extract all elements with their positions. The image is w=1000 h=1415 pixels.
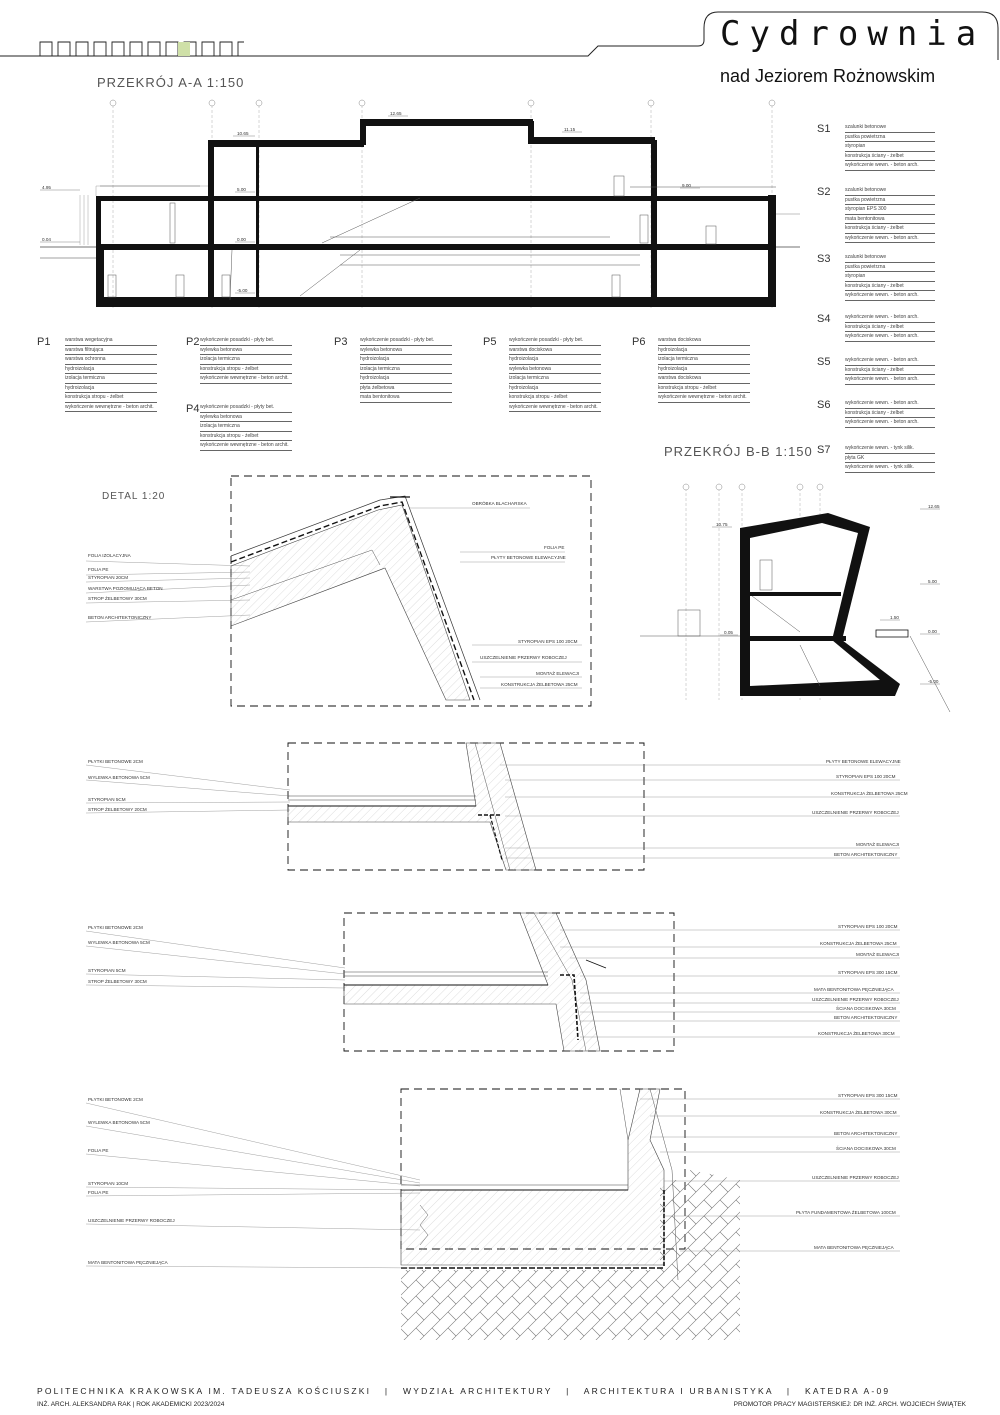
detail-label: PŁYTKI BETONOWE 2CM <box>88 759 143 764</box>
legend-layer: wykończenie wewnętrzne - beton archit. <box>509 403 601 413</box>
footer-institution: POLITECHNIKA KRAKOWSKA IM. TADEUSZA KOŚCIUSZKI | WYDZIAŁ ARCHITEKTURY | ARCHITEKTURA I URBANISTYKA | KATEDRA A-09 <box>37 1386 891 1396</box>
legend-layer: wykończenie wewn. - beton arch. <box>845 399 935 409</box>
level-label: -5.00 <box>237 288 248 293</box>
level-label: 9.00 <box>682 183 691 188</box>
detail-label: STYROPIAN 10CM <box>88 1181 129 1186</box>
detail-label: MONTAŻ ELEWACJI <box>856 842 900 847</box>
detail-label: KONSTRUKCJA ŻELBETOWA 30CM <box>818 1031 895 1036</box>
detail-label: ŚCIANA DOCISKOWA 30CM <box>836 1006 896 1011</box>
legend-layer: hydroizolacja <box>509 355 601 365</box>
legend-code: S3 <box>817 253 831 265</box>
legend-layer: izolacja termiczna <box>360 365 452 375</box>
detail-label: PŁYTKI BETONOWE 2CM <box>88 925 143 930</box>
legend-code: P2 <box>186 336 200 348</box>
detail-label: FOLIA PE <box>88 1148 109 1153</box>
detail-label: WYLEWKA BETONOWA 5CM <box>88 940 150 945</box>
detail-label: ŚCIANA DOCISKOWA 30CM <box>836 1146 896 1151</box>
detail-label: BETON ARCHITEKTONICZNY <box>834 1015 898 1020</box>
detail-3-drawing <box>344 913 674 1051</box>
legend-layer: konstrukcja ściany - żelbet <box>845 366 935 376</box>
legend-layer: wykończenie posadzki - płyty bet. <box>200 403 292 413</box>
level-label: 5.00 <box>237 187 246 192</box>
legend-layer: izolacja termiczna <box>658 355 750 365</box>
legend-layer: konstrukcja stropu - żelbet <box>200 365 292 375</box>
legend-layer: konstrukcja stropu - żelbet <box>65 393 157 403</box>
level-label: 0.05 <box>724 630 733 635</box>
legend-layer: styropian <box>845 142 935 152</box>
detail-label: FOLIA PE <box>88 1190 109 1195</box>
detail-label: MATA BENTONITOWA PĘCZNIEJĄCA <box>814 1245 894 1250</box>
legend-layer: warstwa dociskowa <box>658 336 750 346</box>
detail-label: BETON ARCHITEKTONICZNY <box>834 852 898 857</box>
detail-label: KONSTRUKCJA ŻELBETOWA 25CM <box>831 791 908 796</box>
legend-layer: wykończenie wewn. - beton arch. <box>845 161 935 171</box>
detail-label: MONTAŻ ELEWACJI <box>536 671 580 676</box>
legend-layer: warstwa dociskowa <box>509 346 601 356</box>
legend-layer: warstwa ochronna <box>65 355 157 365</box>
detail-label: USZCZELNIENIE PRZERWY ROBOCZEJ <box>812 1175 899 1180</box>
legend-layer: konstrukcja stropu - żelbet <box>509 393 601 403</box>
legend-layer: wykończenie wewn. - beton arch. <box>845 291 935 301</box>
legend-layer: izolacja termiczna <box>509 374 601 384</box>
level-label: 1.50 <box>890 615 899 620</box>
detail-label: STYROPIAN EPS 300 15CM <box>838 1093 898 1098</box>
level-label: 0.00 <box>928 629 937 634</box>
detail-label: STROP ŻELBETOWY 30CM <box>88 596 147 601</box>
detail-label: STROP ŻELBETOWY 20CM <box>88 807 147 812</box>
legend-code: S4 <box>817 313 831 325</box>
legend-code: P4 <box>186 403 200 415</box>
legend-layer: konstrukcja ściany - żelbet <box>845 282 935 292</box>
detail-label: WARSTWA POZIOMUJĄCA BETON <box>88 586 163 591</box>
legend-layer: hydroizolacja <box>65 365 157 375</box>
section-aa-drawing <box>40 100 800 310</box>
legend-layer: warstwa dociskowa <box>658 374 750 384</box>
detail-label: PŁYTY BETONOWE ELEWACYJNE <box>826 759 901 764</box>
legend-layer: hydroizolacja <box>658 346 750 356</box>
legend-layer: wykończenie wewnętrzne - beton archit. <box>200 374 292 384</box>
detail-label: FOLIA IZOLACYJNA <box>88 553 131 558</box>
legend-layer: styropian EPS 300 <box>845 205 935 215</box>
legend-layer: wykończenie wewn. - beton arch. <box>845 332 935 342</box>
legend-code: P6 <box>632 336 646 348</box>
legend-layer: pustka powietrzna <box>845 133 935 143</box>
legend-layer: konstrukcja ściany - żelbet <box>845 409 935 419</box>
legend-layer: hydroizolacja <box>360 374 452 384</box>
level-label: 10.75 <box>716 522 728 527</box>
level-label: 12.65 <box>390 111 402 116</box>
detail-label: PŁYTA FUNDAMENTOWA ŻELBETOWA 100CM <box>796 1210 896 1215</box>
level-label: 11.15 <box>564 127 576 132</box>
detail-label: PŁYTY BETONOWE ELEWACYJNE <box>491 555 566 560</box>
legend-layer: wykończenie wewn. - beton arch. <box>845 375 935 385</box>
detail-label: MATA BENTONITOWA PĘCZNIEJĄCA <box>814 987 894 992</box>
legend-layer: wykończenie wewn. - beton arch. <box>845 418 935 428</box>
detail-label: KONSTRUKCJA ŻELBETOWA 25CM <box>501 682 578 687</box>
legend-layer: mata bentonitowa <box>360 393 452 403</box>
detail-label: WYLEWKA BETONOWA 5CM <box>88 1120 150 1125</box>
detail-label: FOLIA PE <box>544 545 565 550</box>
level-label: 0.00 <box>237 237 246 242</box>
legend-layer: wykończenie wewn. - beton arch. <box>845 313 935 323</box>
detail-label: STYROPIAN 5CM <box>88 968 126 973</box>
legend-layer: hydroizolacja <box>509 384 601 394</box>
footer-author: INŻ. ARCH. ALEKSANDRA RAK | ROK AKADEMICKI 2023/2024 <box>37 1401 225 1408</box>
legend-layer: płyta GK <box>845 454 935 464</box>
legend-layer: wykończenie posadzki - płyty bet. <box>360 336 452 346</box>
legend-code: P5 <box>483 336 497 348</box>
legend-layer: warstwa filtrująca <box>65 346 157 356</box>
legend-layer: konstrukcja ściany - żelbet <box>845 323 935 333</box>
legend-layer: styropian <box>845 272 935 282</box>
detail-label: STYROPIAN EPS 100 20CM <box>838 924 898 929</box>
legend-layer: szalunki betonowe <box>845 123 935 133</box>
section-aa-title: PRZEKRÓJ A-A 1:150 <box>97 75 245 90</box>
detail-label: MONTAŻ ELEWACJI <box>856 952 900 957</box>
detail-label: OBRÓBKA BLACHARSKA <box>472 501 527 506</box>
legend-code: S5 <box>817 356 831 368</box>
legend-layer: warstwa wegetacyjna <box>65 336 157 346</box>
legend-layer: konstrukcja stropu - żelbet <box>658 384 750 394</box>
legend-layer: szalunki betonowe <box>845 253 935 263</box>
legend-layer: wylewka betonowa <box>360 346 452 356</box>
title-crenellation <box>40 42 244 56</box>
legend-layer: wykończenie wewn. - beton arch. <box>845 356 935 366</box>
detail-label: USZCZELNIENIE PRZERWY ROBOCZEJ <box>88 1218 175 1223</box>
legend-layer: hydroizolacja <box>360 355 452 365</box>
level-label: -5.00 <box>928 679 939 684</box>
detail-4-drawing <box>401 1089 740 1340</box>
legend-layer: mata bentonitowa <box>845 215 935 225</box>
level-label: 10.65 <box>237 131 249 136</box>
legend-layer: wykończenie wewnętrzne - beton archit. <box>658 393 750 403</box>
legend-layer: wylewka betonowa <box>509 365 601 375</box>
legend-layer: pustka powietrzna <box>845 263 935 273</box>
detail-label: PŁYTKI BETONOWE 2CM <box>88 1097 143 1102</box>
level-label: 0.04 <box>42 237 51 242</box>
legend-layer: wykończenie wewn. - beton arch. <box>845 234 935 244</box>
legend-layer: izolacja termiczna <box>200 355 292 365</box>
legend-layer: wylewka betonowa <box>200 413 292 423</box>
detail-label: KONSTRUKCJA ŻELBETOWA 30CM <box>820 1110 897 1115</box>
detail-2-drawing <box>288 743 644 870</box>
legend-layer: wykończenie wewnętrzne - beton archit. <box>200 441 292 451</box>
legend-code: S7 <box>817 444 831 456</box>
detail-label: STYROPIAN EPS 100 20CM <box>836 774 896 779</box>
project-title: Cydrownia <box>720 14 986 54</box>
detail-label: STYROPIAN 20CM <box>88 575 129 580</box>
section-bb-title: PRZEKRÓJ B-B 1:150 <box>664 444 813 459</box>
legend-code: P1 <box>37 336 51 348</box>
legend-layer: wykończenie wewn. - tynk silik. <box>845 463 935 473</box>
legend-layer: wykończenie posadzki - płyty bet. <box>200 336 292 346</box>
legend-layer: konstrukcja ściany - żelbet <box>845 152 935 162</box>
detail-label: STROP ŻELBETOWY 30CM <box>88 979 147 984</box>
legend-code: S2 <box>817 186 831 198</box>
legend-layer: wylewka betonowa <box>200 346 292 356</box>
detail-title: DETAL 1:20 <box>102 491 166 502</box>
detail-label: USZCZELNIENIE PRZERWY ROBOCZEJ <box>480 655 567 660</box>
legend-layer: konstrukcja stropu - żelbet <box>200 432 292 442</box>
legend-layer: izolacja termiczna <box>200 422 292 432</box>
legend-layer: wykończenie wewn. - tynk silik. <box>845 444 935 454</box>
legend-layer: hydroizolacja <box>658 365 750 375</box>
legend-code: P3 <box>334 336 348 348</box>
detail-label: FOLIA PE <box>88 567 109 572</box>
level-label: 12.65 <box>928 504 940 509</box>
detail-label: BETON ARCHITEKTONICZNY <box>834 1131 898 1136</box>
detail-label: STYROPIAN 5CM <box>88 797 126 802</box>
detail-label: MATA BENTONITOWA PĘCZNIEJĄCA <box>88 1260 168 1265</box>
detail-label: STYROPIAN EPS 100 20CM <box>518 639 578 644</box>
highlight-block <box>178 42 190 56</box>
legend-layer: konstrukcja ściany - żelbet <box>845 224 935 234</box>
detail-label: USZCZELNIENIE PRZERWY ROBOCZEJ <box>812 997 899 1002</box>
project-subtitle: nad Jeziorem Rożnowskim <box>720 66 936 86</box>
level-label: 5.00 <box>928 579 937 584</box>
detail-label: WYLEWKA BETONOWA 5CM <box>88 775 150 780</box>
level-label: 4.95 <box>42 185 51 190</box>
detail-label: STYROPIAN EPS 300 15CM <box>838 970 898 975</box>
section-bb-drawing <box>640 484 950 712</box>
detail-label: USZCZELNIENIE PRZERWY ROBOCZEJ <box>812 810 899 815</box>
legend-layer: szalunki betonowe <box>845 186 935 196</box>
legend-layer: wykończenie posadzki - płyty bet. <box>509 336 601 346</box>
legend-layer: pustka powietrzna <box>845 196 935 206</box>
footer-promotor: PROMOTOR PRACY MAGISTERSKIEJ: DR INŻ. ARCH. WOJCIECH ŚWIĄTEK <box>733 1401 966 1408</box>
legend-code: S1 <box>817 123 831 135</box>
legend-code: S6 <box>817 399 831 411</box>
detail-label: KONSTRUKCJA ŻELBETOWA 25CM <box>820 941 897 946</box>
legend-layer: izolacja termiczna <box>65 374 157 384</box>
legend-layer: wykończenie wewnętrzne - beton archit. <box>65 403 157 413</box>
legend-layer: hydroizolacja <box>65 384 157 394</box>
legend-layer: płyta żelbetowa <box>360 384 452 394</box>
title-frame <box>0 12 998 60</box>
detail-label: BETON ARCHITEKTONICZNY <box>88 615 152 620</box>
